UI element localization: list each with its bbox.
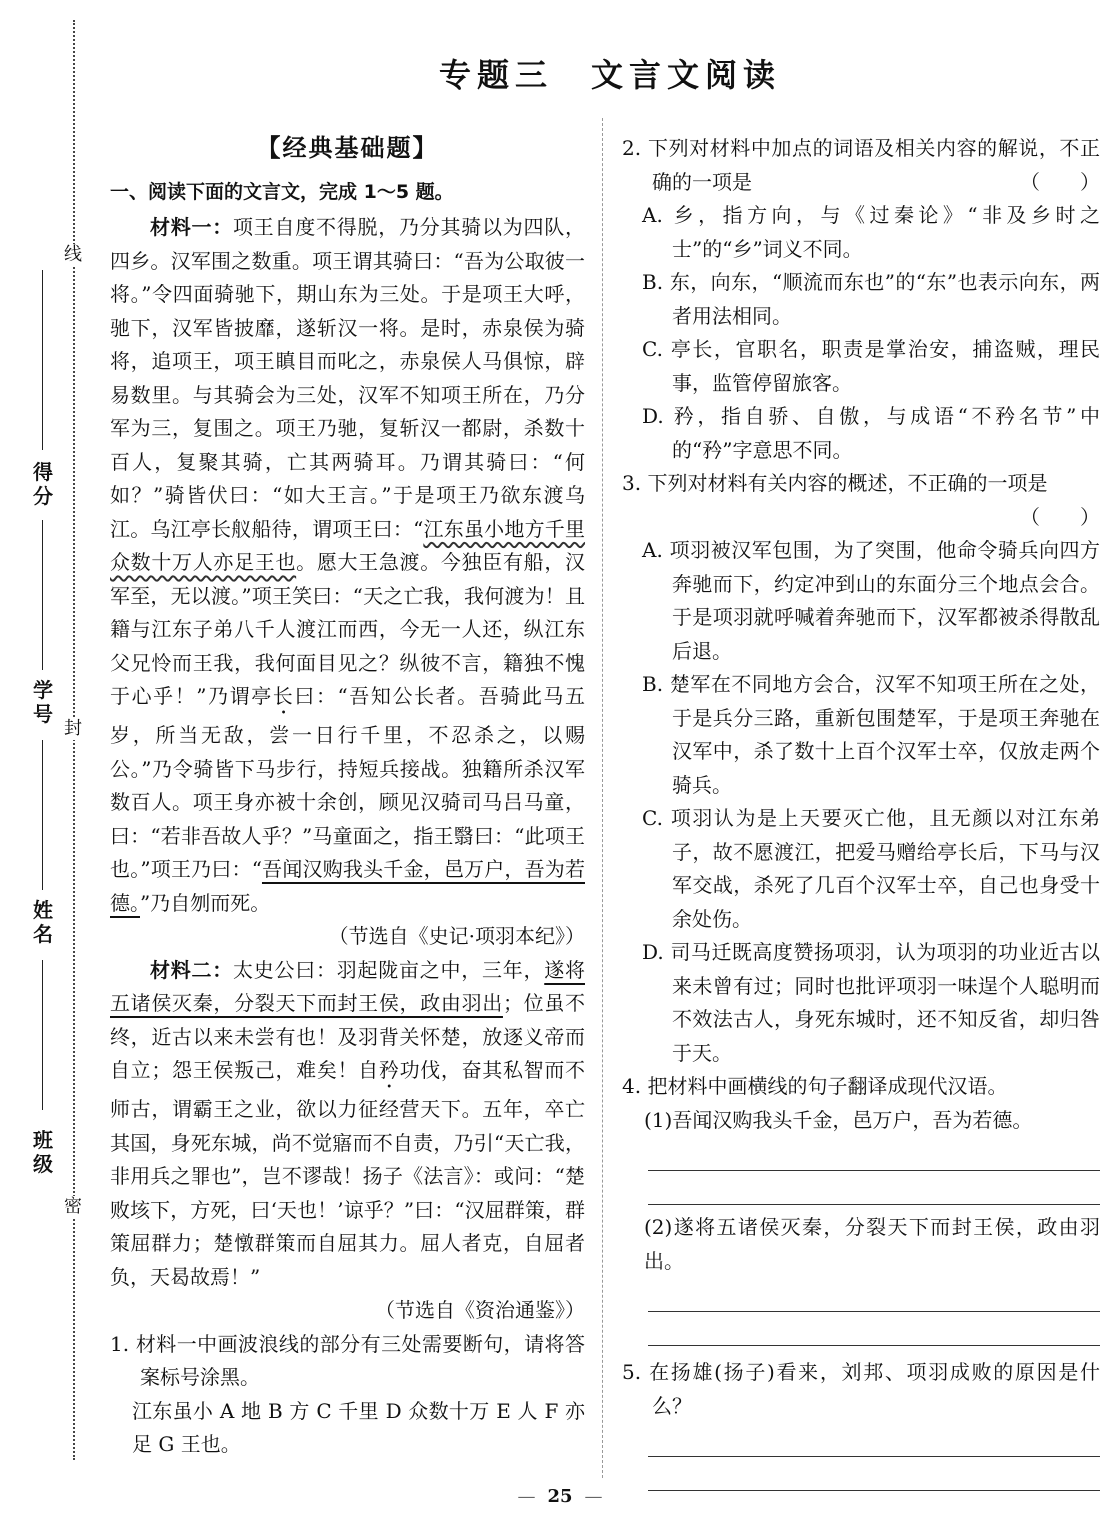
question-2-text: 2. 下列对材料中加点的词语及相关内容的解说，不正确的一项是 (622, 136, 1100, 194)
material-two (110, 954, 585, 1295)
reading-intro: 一、阅读下面的文言文，完成 1～5 题。 (110, 180, 454, 203)
right-column (622, 132, 1100, 1491)
answer-line[interactable] (648, 1137, 1100, 1171)
question-3-option-a[interactable]: A. 项羽被汉军包围，为了突围，他命令骑兵向四方奔驰而下，约定冲到山的东面分三个地点会合。于是项羽就呼喊着奔驰而下，汉军都被杀得散乱后退。 (642, 538, 1100, 663)
material-one-text-2: 。愿大王急渡。今独臣有船，汉军至，无以渡。”项王笑曰：“天之亡我，我何渡为！且籍与江东子弟八千人渡江而西，今无一人还，纵江东父兄怜而王我，我何面目见之？纵彼不言，籍独不愧于心乎！”乃谓亭 (110, 550, 586, 708)
section-heading: 【经典基础题】 (256, 134, 439, 162)
question-1-answer-line[interactable]: 江东虽小 A 地 B 方 C 千里 D 众数十万 E 人 F 亦足 G 王也。 (132, 1398, 585, 1456)
material-one-text-4: ”乃自刎而死。 (140, 890, 271, 915)
answer-line[interactable] (648, 1312, 1100, 1346)
answer-line[interactable] (648, 1423, 1100, 1457)
student-id-label: 学号 (33, 678, 53, 726)
question-3-stem: 3. 下列对材料有关内容的概述，不正确的一项是 (622, 471, 1048, 495)
name-label: 姓名 (33, 898, 53, 946)
underlined-sentence-1: 吾闻汉购我头千金，邑万户，吾为若德。 (110, 857, 585, 915)
left-column (110, 132, 585, 1462)
answer-line[interactable] (648, 1171, 1100, 1205)
material-one-text-1: 项王自度不得脱，乃分其骑以为四队，四乡。汉军围之数重。项王谓其骑曰：“吾为公取彼一将。”令四面骑驰下，期山东为三处。于是项王大呼，驰下，汉军皆披靡，遂斩汉一将。是时，赤泉侯为骑将，追项王，项王瞋目而叱之，赤泉侯人马俱惊，辟易数里。与其骑会为三处，汉军不知项王所在，乃分军为三，复围之。项王乃驰，复斩汉一都尉，杀数十百人，复聚其骑，亡其两骑耳。乃谓其骑曰：“何如？”骑皆伏曰：“如大王言。”于是项王乃欲东渡乌江。乌江亭长舣船待，谓项王曰：“ (110, 215, 585, 541)
name-line (42, 740, 43, 890)
question-3-answer-bracket[interactable]: （ ） (1020, 504, 1100, 529)
page-footer: — 25 — (517, 1486, 603, 1507)
seal-mark-xian: 线 (64, 244, 82, 265)
material-two-text-2: ；位虽不终，近古以来未尝有也！及羽背关怀楚，放逐义帝而自立；怨王侯叛己，难矣！自 (110, 991, 586, 1082)
question-1-stem: 1. 材料一中画波浪线的部分有三处需要断句，请将答案标号涂黑。 (110, 1331, 585, 1389)
class-label: 班级 (33, 1128, 53, 1176)
question-2-answer-bracket[interactable]: （ ） (1020, 169, 1100, 194)
score-line (42, 270, 43, 450)
material-two-text-1: 太史公曰：羽起陇亩之中，三年， (233, 957, 545, 982)
question-4-sentence-1: (1)吾闻汉购我头千金，邑万户，吾为若德。 (644, 1107, 1033, 1132)
column-divider (602, 118, 603, 1478)
question-5-stem: 5. 在扬雄(扬子)看来，刘邦、项羽成败的原因是什么？ (622, 1360, 1100, 1418)
question-2-stem (622, 132, 1100, 199)
question-3-option-d[interactable]: D. 司马迁既高度赞扬项羽，认为项羽的功业近古以来未曾有过；同时也批评项羽一味逞个人聪明而不效法古人，身死东城时，还不知反省，却归咎于天。 (642, 940, 1100, 1065)
question-3-option-c[interactable]: C. 项羽认为是上天要灭亡他，且无颜以对江东弟子，故不愿渡江，把爱马赠给亭长后，下马与汉军交战，杀死了几百个汉军士卒，自己也身受十余处伤。 (642, 806, 1100, 931)
source-shiji: （节选自《史记·项羽本纪》） (328, 924, 585, 948)
seal-mark-mi: 密 (64, 1196, 82, 1217)
question-2-option-b[interactable]: B. 东，向东，“顺流而东也”的“东”也表示向东，两者用法相同。 (642, 270, 1100, 328)
binding-margin (0, 0, 100, 1528)
question-4-stem: 4. 把材料中画横线的句子翻译成现代汉语。 (622, 1074, 1008, 1098)
dotted-word-chang: 长 (272, 684, 295, 708)
underlined-sentence-2: 遂将五诸侯灭秦，分裂天下而封王侯，政由羽出 (110, 957, 585, 1015)
student-id-line (42, 520, 43, 670)
material-one-label: 材料一： (150, 215, 233, 239)
answer-line[interactable] (648, 1278, 1100, 1312)
score-label: 得分 (33, 460, 53, 508)
page-number: 25 (547, 1486, 573, 1507)
material-two-text-3: 功伐，奋其私智而不师古，谓霸王之业，欲以力征经营天下。五年，卒亡其国，身死东城，尚不觉寤而不自责，乃引“天亡我，非用兵之罪也”，岂不谬哉！扬子《法言》：或问：“楚败垓下，方死，曰‘天也！’谅乎？”曰：“汉屈群策，群策屈群力；楚憞群策而自屈其力。屈人者克，自屈者负，天曷故焉！” (110, 1058, 586, 1289)
question-3-option-b[interactable]: B. 楚军在不同地方会合，汉军不知项王所在之处，于是兵分三路，重新包围楚军，于是项王奔驰在汉军中，杀了数十上百个汉军士卒，仅放走两个骑兵。 (642, 672, 1100, 797)
material-two-label: 材料二： (150, 957, 233, 982)
source-zizhitongjian: （节选自《资治通鉴》） (375, 1298, 585, 1322)
material-one (110, 211, 585, 920)
question-2-option-c[interactable]: C. 亭长，官职名，职责是掌治安，捕盗贼，理民事，监管停留旅客。 (642, 337, 1100, 395)
material-one-text-3: 曰：“吾知公长者。吾骑此马五岁，所当无敌，尝一日行千里，不忍杀之，以赐公。”乃令骑皆下马步行，持短兵接战。独籍所杀汉军数百人。项王身亦被十余创，顾见汉骑司马吕马童，曰：“若非吾故人乎？”马童面之，指王翳曰：“此项王也。”项王乃曰：“ (110, 684, 586, 881)
page-title: 专题三 文言文阅读 (438, 56, 781, 94)
wavy-underlined-passage: 江东虽小地方千里众数十万人亦足王也 (110, 516, 586, 574)
seal-mark-feng: 封 (64, 718, 82, 739)
binding-dotted-line (73, 20, 75, 1460)
question-2-option-d[interactable]: D. 矜，指自骄、自傲，与成语“不矜名节”中的“矜”字意思不同。 (642, 404, 1100, 462)
question-4-sentence-2: (2)遂将五诸侯灭秦，分裂天下而封王侯，政由羽出。 (644, 1215, 1100, 1273)
dotted-word-jin: 矜 (378, 1058, 400, 1082)
question-2-option-a[interactable]: A. 乡，指方向，与《过秦论》“非及乡时之士”的“乡”词义不同。 (642, 203, 1100, 261)
class-line (42, 960, 43, 1110)
